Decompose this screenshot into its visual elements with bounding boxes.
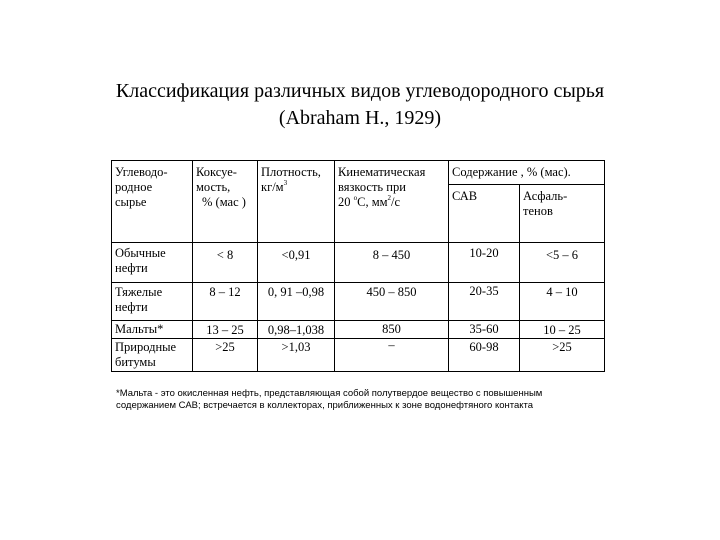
row3-viscosity: 850 <box>382 322 401 336</box>
row3-name-line1: Мальты* <box>115 322 164 336</box>
row1-viscosity: 8 – 450 <box>372 248 411 262</box>
header-raw-material-line2: родное <box>115 180 153 194</box>
table-rule-top <box>111 160 605 161</box>
slide-title <box>0 78 720 132</box>
header-density-line2 <box>261 180 321 195</box>
header-viscosity-temp: 20 <box>338 195 354 209</box>
header-coking <box>196 165 246 210</box>
header-viscosity-line3 <box>338 195 425 210</box>
row1-asphaltenes: <5 – 6 <box>545 248 579 262</box>
row2-asphaltenes: 4 – 10 <box>546 285 578 299</box>
row1-density: <0,91 <box>281 248 311 262</box>
row3-asphaltenes: 10 – 25 <box>543 323 581 337</box>
row1-name-line2: нефти <box>115 261 148 275</box>
header-viscosity-line2: вязкость при <box>338 180 406 194</box>
header-coking-line2: мость, <box>196 180 231 194</box>
header-density-unit: кг/м <box>261 180 284 194</box>
row2-coke: 8 – 12 <box>209 285 241 299</box>
header-density <box>261 165 321 195</box>
row4-cav: 60-98 <box>469 340 499 354</box>
header-viscosity-line1: Кинематическая <box>338 165 426 179</box>
table-rule-row2 <box>111 320 605 321</box>
table-rule-right <box>604 160 605 372</box>
header-asphaltenes-line1: Асфаль- <box>523 189 568 203</box>
row2-viscosity: 450 – 850 <box>366 285 417 299</box>
header-viscosity-unit: C, мм <box>357 195 388 209</box>
header-viscosity-unit-exponent: 2 <box>387 194 392 202</box>
footnote-line1: *Мальта - это окисленная нефть, представляющая собой полутвердое вещество с повышенным <box>116 388 543 399</box>
row1-name <box>115 246 166 276</box>
header-raw-material-line3: сырье <box>115 195 147 209</box>
row2-cav: 20-35 <box>469 284 499 298</box>
header-viscosity <box>338 165 425 210</box>
header-content-group: Содержание , % (мас). <box>452 165 571 179</box>
row3-name <box>115 322 163 337</box>
row4-name <box>115 340 176 370</box>
footnote-line2: содержанием САВ; встречается в коллекторах, приближенных к зоне водонефтяного контакта <box>116 400 534 411</box>
header-density-line1: Плотность, <box>261 165 321 179</box>
row1-name-line1: Обычные <box>115 246 166 260</box>
row4-asphaltenes: >25 <box>552 340 572 354</box>
header-density-unit-exponent: 3 <box>283 179 288 187</box>
row3-density: 0,98–1,038 <box>267 323 325 337</box>
slide-title-line2: (Abraham H., 1929) <box>278 107 442 129</box>
row2-name <box>115 285 162 315</box>
footnote <box>116 388 596 412</box>
row2-density: 0, 91 –0,98 <box>267 285 325 299</box>
row4-viscosity: – <box>388 338 395 352</box>
table-rule-group <box>448 184 605 185</box>
table-rule-header-bottom <box>111 242 605 243</box>
header-raw-material <box>115 165 168 210</box>
header-viscosity-degree: o <box>353 194 358 202</box>
header-cav: САВ <box>452 189 478 203</box>
row4-coke: >25 <box>215 340 235 354</box>
header-asphaltenes-line2: тенов <box>523 204 553 218</box>
row4-name-line1: Природные <box>115 340 177 354</box>
header-asphaltenes <box>523 189 567 219</box>
table-rule-left <box>111 160 112 372</box>
classification-table <box>111 160 605 371</box>
slide-title-line1: Классификация различных видов углеводородного сырья <box>115 80 605 102</box>
header-raw-material-line1: Углеводо- <box>115 165 168 179</box>
header-coking-line1: Коксуе- <box>196 165 237 179</box>
row1-cav: 10-20 <box>469 246 499 260</box>
table-rule-bottom <box>111 371 605 372</box>
row2-name-line1: Тяжелые <box>115 285 163 299</box>
row3-cav: 35-60 <box>469 322 499 336</box>
table-rule-row1 <box>111 282 605 283</box>
header-viscosity-unit-tail: /с <box>391 195 401 209</box>
row2-name-line2: нефти <box>115 300 148 314</box>
row4-name-line2: битумы <box>115 355 156 369</box>
row3-coke: 13 – 25 <box>206 323 244 337</box>
header-coking-line3: % (мас ) <box>202 195 246 209</box>
row1-coke: < 8 <box>216 248 234 262</box>
row4-density: >1,03 <box>281 340 311 354</box>
